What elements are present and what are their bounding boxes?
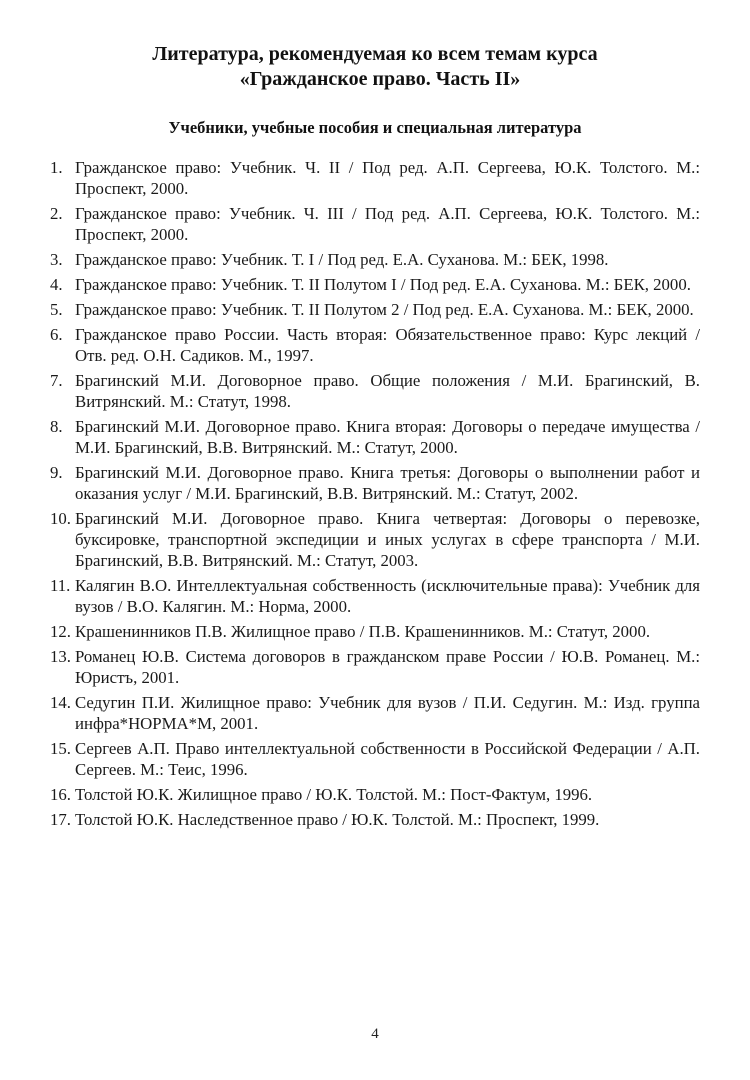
reference-text: Седугин П.И. Жилищное право: Учебник для вузов / П.И. Седугин. М.: Изд. группа инфра*НОРМА*М, 2001. <box>75 693 700 733</box>
reference-number: 5. <box>50 300 63 319</box>
reference-item <box>50 508 700 571</box>
reference-text: Брагинский М.И. Договорное право. Книга вторая: Договоры о передаче имущества / М.И. Брагинский, В.В. Витрянский. М.: Статут, 2000. <box>75 417 700 457</box>
reference-text: Брагинский М.И. Договорное право. Книга третья: Договоры о выполнении работ и оказания услуг / М.И. Брагинский, В.В. Витрянский. М.: Статут, 2002. <box>75 463 700 503</box>
reference-item <box>50 621 700 642</box>
reference-text: Крашенинников П.В. Жилищное право / П.В. Крашенинников. М.: Статут, 2000. <box>75 622 651 641</box>
reference-number: 10. <box>50 509 71 528</box>
reference-item <box>50 274 700 295</box>
reference-item <box>50 809 700 830</box>
reference-text: Гражданское право: Учебник. Ч. III / Под ред. А.П. Сергеева, Ю.К. Толстого. М.: Проспект, 2000. <box>75 204 700 244</box>
reference-text: Брагинский М.И. Договорное право. Общие положения / М.И. Брагинский, В. Витрянский. М.: Статут, 1998. <box>75 371 700 411</box>
reference-item <box>50 324 700 366</box>
reference-number: 9. <box>50 463 63 482</box>
reference-item <box>50 646 700 688</box>
reference-text: Калягин В.О. Интеллектуальная собственность (исключительные права): Учебник для вузов / В.О. Калягин. М.: Норма, 2000. <box>75 576 700 616</box>
reference-text: Гражданское право: Учебник. Т. I / Под ред. Е.А. Суханова. М.: БЕК, 1998. <box>75 250 609 269</box>
reference-text: Гражданское право: Учебник. Т. II Полутом I / Под ред. Е.А. Суханова. М.: БЕК, 2000. <box>75 275 691 294</box>
reference-item <box>50 299 700 320</box>
reference-number: 7. <box>50 371 63 390</box>
reference-item <box>50 692 700 734</box>
reference-item <box>50 416 700 458</box>
reference-item <box>50 575 700 617</box>
reference-text: Толстой Ю.К. Наследственное право / Ю.К. Толстой. М.: Проспект, 1999. <box>75 810 600 829</box>
reference-text: Брагинский М.И. Договорное право. Книга четвертая: Договоры о перевозке, буксировке, транспортной экспедиции и иных услугах в сфере транспорта / М.И. Брагинский, В.В. Витрянский. М.: Статут, 2003. <box>75 509 700 570</box>
reference-number: 14. <box>50 693 71 712</box>
reference-text: Гражданское право: Учебник. Т. II Полутом 2 / Под ред. Е.А. Суханова. М.: БЕК, 2000. <box>75 300 694 319</box>
reference-item <box>50 249 700 270</box>
reference-item <box>50 738 700 780</box>
reference-number: 6. <box>50 325 63 344</box>
reference-number: 3. <box>50 250 63 269</box>
reference-number: 17. <box>50 810 71 829</box>
reference-list <box>50 157 700 834</box>
reference-item <box>50 370 700 412</box>
reference-item <box>50 784 700 805</box>
reference-text: Гражданское право России. Часть вторая: Обязательственное право: Курс лекций / Отв. ред. О.Н. Садиков. М., 1997. <box>75 325 700 365</box>
reference-text: Гражданское право: Учебник. Ч. II / Под ред. А.П. Сергеева, Ю.К. Толстого. М.: Проспект, 2000. <box>75 158 700 198</box>
reference-text: Романец Ю.В. Система договоров в гражданском праве России / Ю.В. Романец. М.: Юристъ, 2001. <box>75 647 700 687</box>
reference-number: 11. <box>50 576 71 595</box>
reference-item <box>50 203 700 245</box>
reference-number: 12. <box>50 622 71 641</box>
reference-number: 16. <box>50 785 71 804</box>
reference-number: 4. <box>50 275 63 294</box>
reference-item <box>50 462 700 504</box>
page-number: 4 <box>371 1026 379 1042</box>
reference-number: 13. <box>50 647 71 666</box>
page-title <box>0 42 750 92</box>
reference-number: 2. <box>50 204 63 223</box>
reference-text: Сергеев А.П. Право интеллектуальной собственности в Российской Федерации / А.П. Сергеев. М.: Теис, 1996. <box>75 739 700 779</box>
section-subtitle: Учебники, учебные пособия и специальная литература <box>168 118 582 137</box>
reference-item <box>50 157 700 199</box>
reference-text: Толстой Ю.К. Жилищное право / Ю.К. Толстой. М.: Пост-Фактум, 1996. <box>75 785 593 804</box>
title-line-1: Литература, рекомендуемая ко всем темам курса <box>152 43 598 65</box>
title-line-2: «Гражданское право. Часть II» <box>239 68 521 90</box>
reference-number: 8. <box>50 417 63 436</box>
reference-number: 15. <box>50 739 71 758</box>
reference-number: 1. <box>50 158 63 177</box>
